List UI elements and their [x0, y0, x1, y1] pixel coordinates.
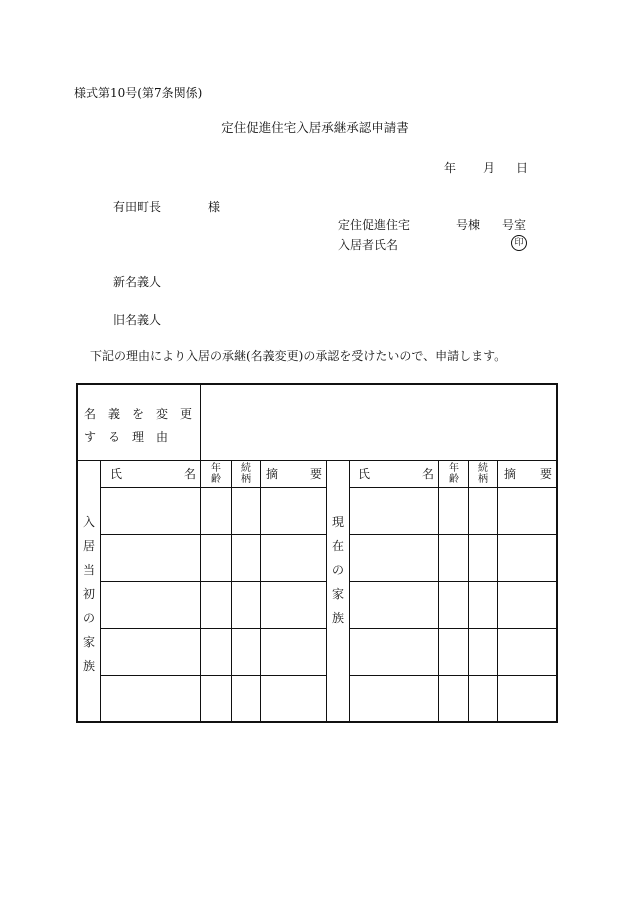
left-col-name-header-b: 名: [184, 467, 197, 481]
left-row-divider: [100, 675, 326, 676]
reason-input-area[interactable]: [210, 401, 550, 449]
right-col-relation-header: [475, 463, 491, 485]
left-col-name-header-a: 氏: [110, 467, 123, 481]
left-row-divider: [100, 581, 326, 582]
current-family-char: 族: [331, 611, 344, 625]
current-family-label: [330, 516, 346, 636]
right-col-age-header-a: 年: [449, 463, 459, 474]
form-number: 様式第10号(第7条関係): [74, 86, 203, 100]
reason-column-divider: [200, 385, 201, 460]
left-col-relation-header-b: 柄: [241, 474, 251, 485]
right-col-relation-header-a: 続: [478, 463, 488, 474]
family-table: [76, 383, 558, 723]
building-number-label: 号棟: [456, 218, 481, 232]
initial-family-char: 族: [82, 659, 95, 673]
current-family-char: 在: [331, 539, 344, 553]
right-col-age-header-b: 齢: [449, 474, 459, 485]
left-family-label-divider: [100, 460, 101, 721]
left-age-divider: [231, 460, 232, 721]
room-number-label: 号室: [502, 218, 527, 232]
left-row-divider: [100, 628, 326, 629]
left-name-divider: [200, 460, 201, 721]
right-age-divider: [468, 460, 469, 721]
application-statement: 下記の理由により入居の承継(名義変更)の承認を受けたいので、申請します。: [90, 349, 507, 363]
left-header-divider: [100, 487, 326, 488]
right-row-divider: [349, 534, 556, 535]
right-family-label-divider: [349, 460, 350, 721]
left-col-age-header: [208, 463, 224, 485]
left-row-divider: [100, 534, 326, 535]
left-col-age-header-b: 齢: [211, 474, 221, 485]
right-col-note-header-a: 摘: [504, 467, 517, 481]
left-col-relation-header-a: 続: [241, 463, 251, 474]
reason-label-line1: 名 義 を 変 更: [84, 407, 193, 421]
date-month-label: 月: [483, 161, 496, 175]
right-row-divider: [349, 628, 556, 629]
reason-row-divider: [78, 460, 556, 461]
addressee-honorific: 様: [208, 200, 221, 214]
date-day-label: 日: [516, 161, 529, 175]
right-relation-divider: [497, 460, 498, 721]
left-col-relation-header: [238, 463, 254, 485]
new-name-holder-label: 新名義人: [113, 275, 162, 289]
right-col-name-header-b: 名: [422, 467, 435, 481]
left-col-note-header-b: 要: [310, 467, 323, 481]
addressee: [113, 200, 221, 214]
addressee-name: 有田町長: [113, 200, 162, 214]
initial-family-char: 居: [82, 539, 95, 553]
right-header-divider: [349, 487, 556, 488]
old-name-holder-label: 旧名義人: [113, 313, 162, 327]
housing-label: 定住促進住宅: [338, 218, 411, 232]
right-col-note-header-b: 要: [540, 467, 553, 481]
seal-mark: 印: [511, 235, 527, 251]
housing-line: [338, 218, 527, 232]
current-family-char: の: [331, 563, 344, 577]
right-row-divider: [349, 675, 556, 676]
right-col-age-header: [446, 463, 462, 485]
center-divider: [326, 460, 327, 721]
initial-family-char: 家: [82, 635, 95, 649]
initial-family-char: 当: [82, 563, 95, 577]
current-family-char: 家: [331, 587, 344, 601]
resident-name-label: 入居者氏名: [338, 238, 399, 252]
right-row-divider: [349, 581, 556, 582]
initial-family-char: 初: [82, 587, 95, 601]
right-name-divider: [438, 460, 439, 721]
right-col-relation-header-b: 柄: [478, 474, 488, 485]
initial-family-label: [81, 516, 97, 684]
current-family-char: 現: [331, 515, 344, 529]
right-col-name-header-a: 氏: [358, 467, 371, 481]
left-col-age-header-a: 年: [211, 463, 221, 474]
initial-family-char: 入: [82, 515, 95, 529]
date-year-label: 年: [444, 161, 457, 175]
reason-label-line2: す る 理 由: [84, 430, 169, 444]
left-relation-divider: [260, 460, 261, 721]
left-col-note-header-a: 摘: [266, 467, 279, 481]
initial-family-char: の: [82, 611, 95, 625]
document-title: 定住促進住宅入居承継承認申請書: [221, 120, 409, 135]
